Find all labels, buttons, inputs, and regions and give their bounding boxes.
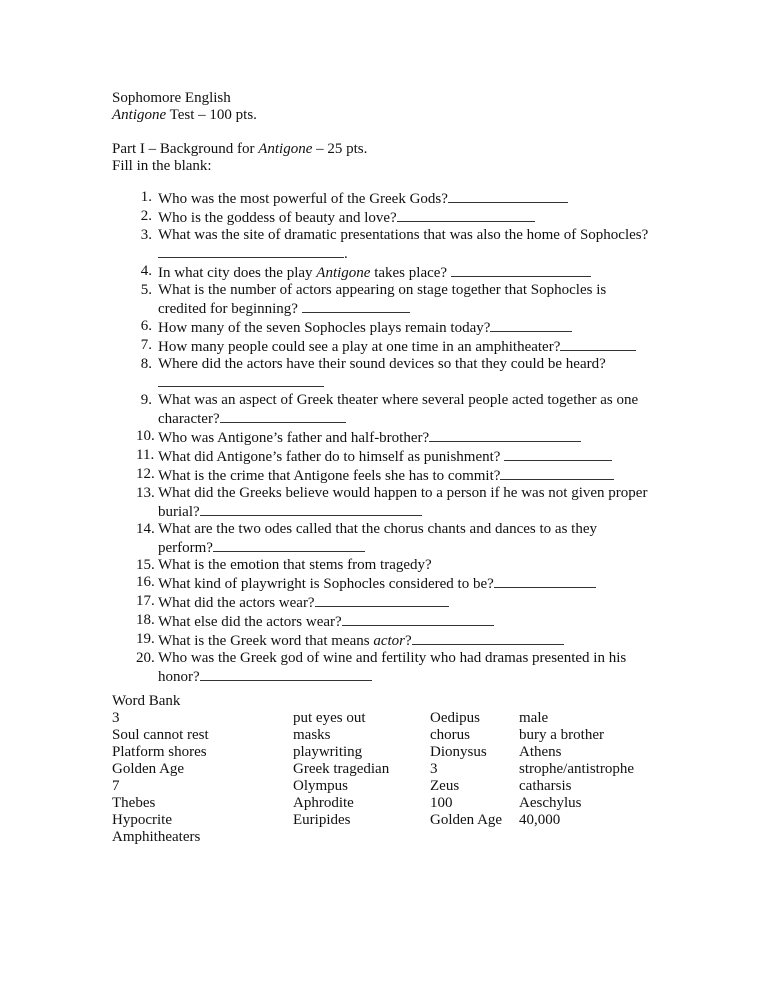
answer-blank[interactable] (158, 244, 344, 258)
word-bank-item: chorus (430, 727, 470, 743)
question-19: 19. What is the Greek word that means actor? (112, 631, 712, 650)
answer-blank[interactable] (342, 612, 494, 626)
word-bank-item: Aphrodite (293, 795, 354, 811)
question-13: 13. What did the Greeks believe would happen to a person if he was not given proper burial? (136, 485, 648, 520)
word-bank-item: 3 (430, 761, 438, 777)
question-4: 4. In what city does the play Antigone takes place? (112, 263, 712, 282)
word-bank-item: Thebes (112, 795, 156, 811)
question-list (112, 189, 712, 686)
question-2: 2. Who is the goddess of beauty and love? (112, 208, 712, 227)
answer-blank[interactable] (302, 299, 410, 313)
answer-blank[interactable] (490, 318, 572, 332)
word-bank-item: 7 (112, 778, 120, 794)
course-name: Sophomore English (112, 90, 231, 106)
word-bank-item: Athens (519, 744, 562, 760)
word-bank-item: Olympus (293, 778, 349, 794)
question-10: 10. Who was Antigone’s father and half-brother? (112, 428, 712, 447)
question-20: 20. Who was the Greek god of wine and fertility who had dramas presented in his honor? (136, 650, 627, 685)
answer-blank[interactable] (451, 263, 591, 277)
word-bank-item: Zeus (430, 778, 460, 794)
answer-blank[interactable] (412, 631, 564, 645)
answer-blank[interactable] (220, 409, 346, 423)
word-bank-item: catharsis (519, 778, 572, 794)
question-16: 16. What kind of playwright is Sophocles considered to be? (112, 574, 712, 593)
word-bank-title: Word Bank (112, 693, 181, 709)
answer-blank[interactable] (315, 593, 449, 607)
word-bank-item: Golden Age (430, 812, 503, 828)
word-bank-item: bury a brother (519, 727, 604, 743)
answer-blank[interactable] (494, 574, 596, 588)
part1-title: Part I – Background for Antigone – 25 pts. (112, 141, 368, 157)
answer-blank[interactable] (200, 667, 372, 681)
question-7: 7. How many people could see a play at one time in an amphitheater? (112, 337, 712, 356)
part1-instructions: Fill in the blank: (112, 158, 212, 174)
word-bank-item: Hypocrite (112, 812, 172, 828)
word-bank-column-3 (430, 710, 502, 829)
word-bank-item: masks (293, 727, 331, 743)
word-bank-item: Golden Age (112, 761, 185, 777)
word-bank-column-2 (293, 710, 389, 829)
answer-blank[interactable] (158, 373, 324, 387)
question-5: 5. What is the number of actors appearing on stage together that Sophocles is credited for beginning? (140, 282, 607, 317)
question-9: 9. What was an aspect of Greek theater where several people acted together as one character? (140, 392, 639, 427)
word-bank-item: Greek tragedian (293, 761, 390, 777)
word-bank (112, 693, 634, 845)
word-bank-item: Soul cannot rest (112, 727, 209, 743)
test-title: Antigone Test – 100 pts. (112, 107, 257, 123)
word-bank-item: Dionysus (430, 744, 487, 760)
question-6: 6. How many of the seven Sophocles plays remain today? (112, 318, 712, 337)
question-12: 12. What is the crime that Antigone feels she has to commit? (112, 466, 712, 485)
answer-blank[interactable] (429, 428, 581, 442)
answer-blank[interactable] (200, 502, 422, 516)
question-3: 3. What was the site of dramatic presentations that was also the home of Sophocles? . (140, 227, 649, 262)
word-bank-column-1 (112, 710, 209, 846)
word-bank-item: 100 (430, 795, 453, 811)
answer-blank[interactable] (504, 447, 612, 461)
question-15: 15. What is the emotion that stems from tragedy? (136, 557, 432, 573)
question-1: 1. Who was the most powerful of the Greek Gods? (112, 189, 712, 208)
word-bank-item: put eyes out (293, 710, 366, 726)
question-11: 11. What did Antigone’s father do to himself as punishment? (112, 447, 712, 466)
word-bank-column-4 (519, 710, 634, 829)
word-bank-item: 3 (112, 710, 120, 726)
word-bank-item: Amphitheaters (112, 829, 201, 845)
word-bank-item: male (519, 710, 549, 726)
word-bank-item: Oedipus (430, 710, 480, 726)
test-document (112, 90, 712, 686)
word-bank-item: playwriting (293, 744, 363, 760)
answer-blank[interactable] (560, 337, 636, 351)
word-bank-item: strophe/antistrophe (519, 761, 634, 777)
word-bank-item: Platform shores (112, 744, 207, 760)
answer-blank[interactable] (213, 538, 365, 552)
question-14: 14. What are the two odes called that the chorus chants and dances to as they perform? (136, 521, 598, 556)
question-17: 17. What did the actors wear? (112, 593, 712, 612)
question-18: 18. What else did the actors wear? (112, 612, 712, 631)
word-bank-item: 40,000 (519, 812, 561, 828)
question-8: 8. Where did the actors have their sound devices so that they could be heard? (112, 356, 712, 392)
answer-blank[interactable] (448, 189, 568, 203)
word-bank-item: Euripides (293, 812, 351, 828)
word-bank-item: Aeschylus (519, 795, 582, 811)
answer-blank[interactable] (500, 466, 614, 480)
answer-blank[interactable] (397, 208, 535, 222)
